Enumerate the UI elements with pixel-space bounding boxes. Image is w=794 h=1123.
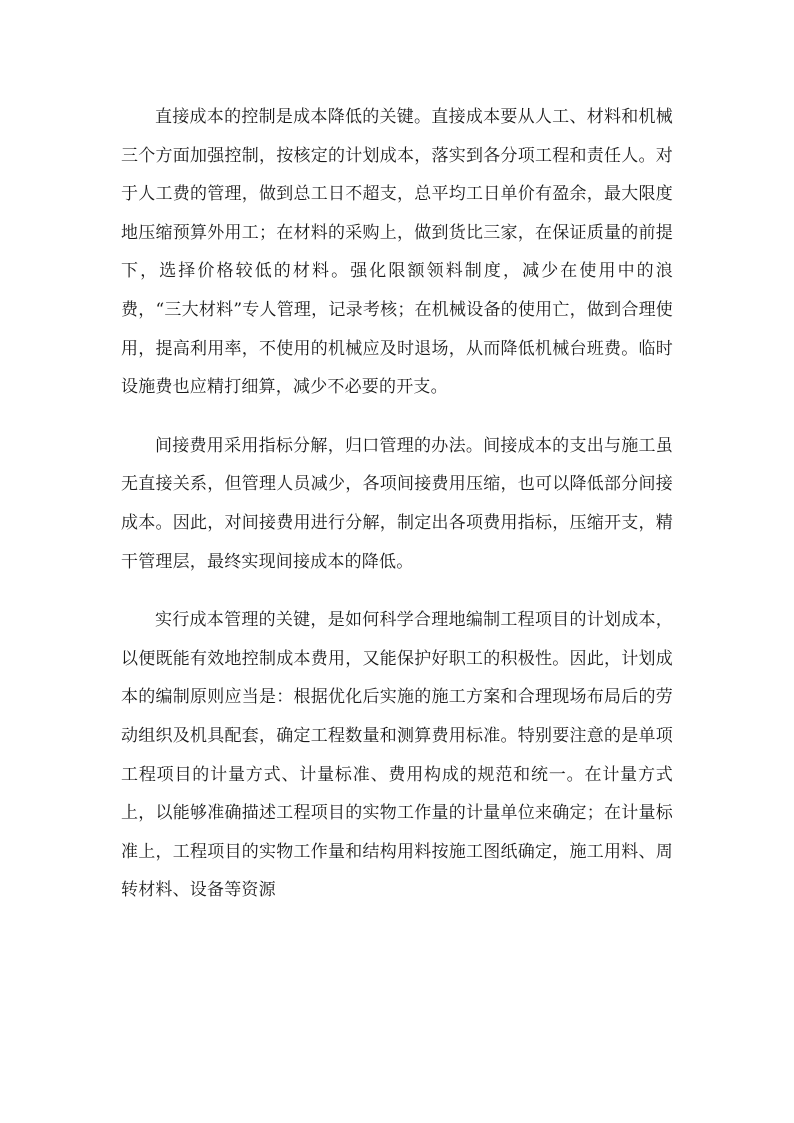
paragraph-direct-cost: 直接成本的控制是成本降低的关键。直接成本要从人工、材料和机械三个方面加强控制，按核定的计划成本，落实到各分项工程和责任人。对于人工费的管理，做到总工日不超支，总平均工日单价有盈余，最大限度地压缩预算外用工；在材料的采购上，做到货比三家，在保证质量的前提下，选择价格较低的材料。强化限额领料制度，减少在使用中的浪费，“三大材料”专人管理，记录考核；在机械设备的使用亡，做到合理使用，提高利用率，不使用的机械应及时退场，从而降低机械台班费。临时设施费也应精打细算，减少不必要的开支。	[121, 107, 673, 398]
document-body	[121, 98, 673, 910]
paragraph-planned-cost: 实行成本管理的关键，是如何科学合理地编制工程项目的计划成本，以便既能有效地控制成本费用，又能保护好职工的积极性。因此，计划成本的编制原则应当是：根据优化后实施的施工方案和合理现场布局后的劳动组织及机具配套，确定工程数量和测算费用标准。特别要注意的是单项工程项目的计量方式、计量标准、费用构成的规范和统一。在计量方式上，以能够准确描述工程项目的实物工作量的计量单位来确定；在计量标准上，工程项目的实物工作量和结构用料按施工图纸确定，施工用料、周转材料、设备等资源	[121, 610, 673, 901]
paragraph-indirect-cost: 间接费用采用指标分解，归口管理的办法。间接成本的支出与施工虽无直接关系，但管理人员减少，各项间接费用压缩，也可以降低部分间接成本。因此，对间接费用进行分解，制定出各项费用指标，压缩开支，精干管理层，最终实现间接成本的降低。	[121, 435, 673, 572]
